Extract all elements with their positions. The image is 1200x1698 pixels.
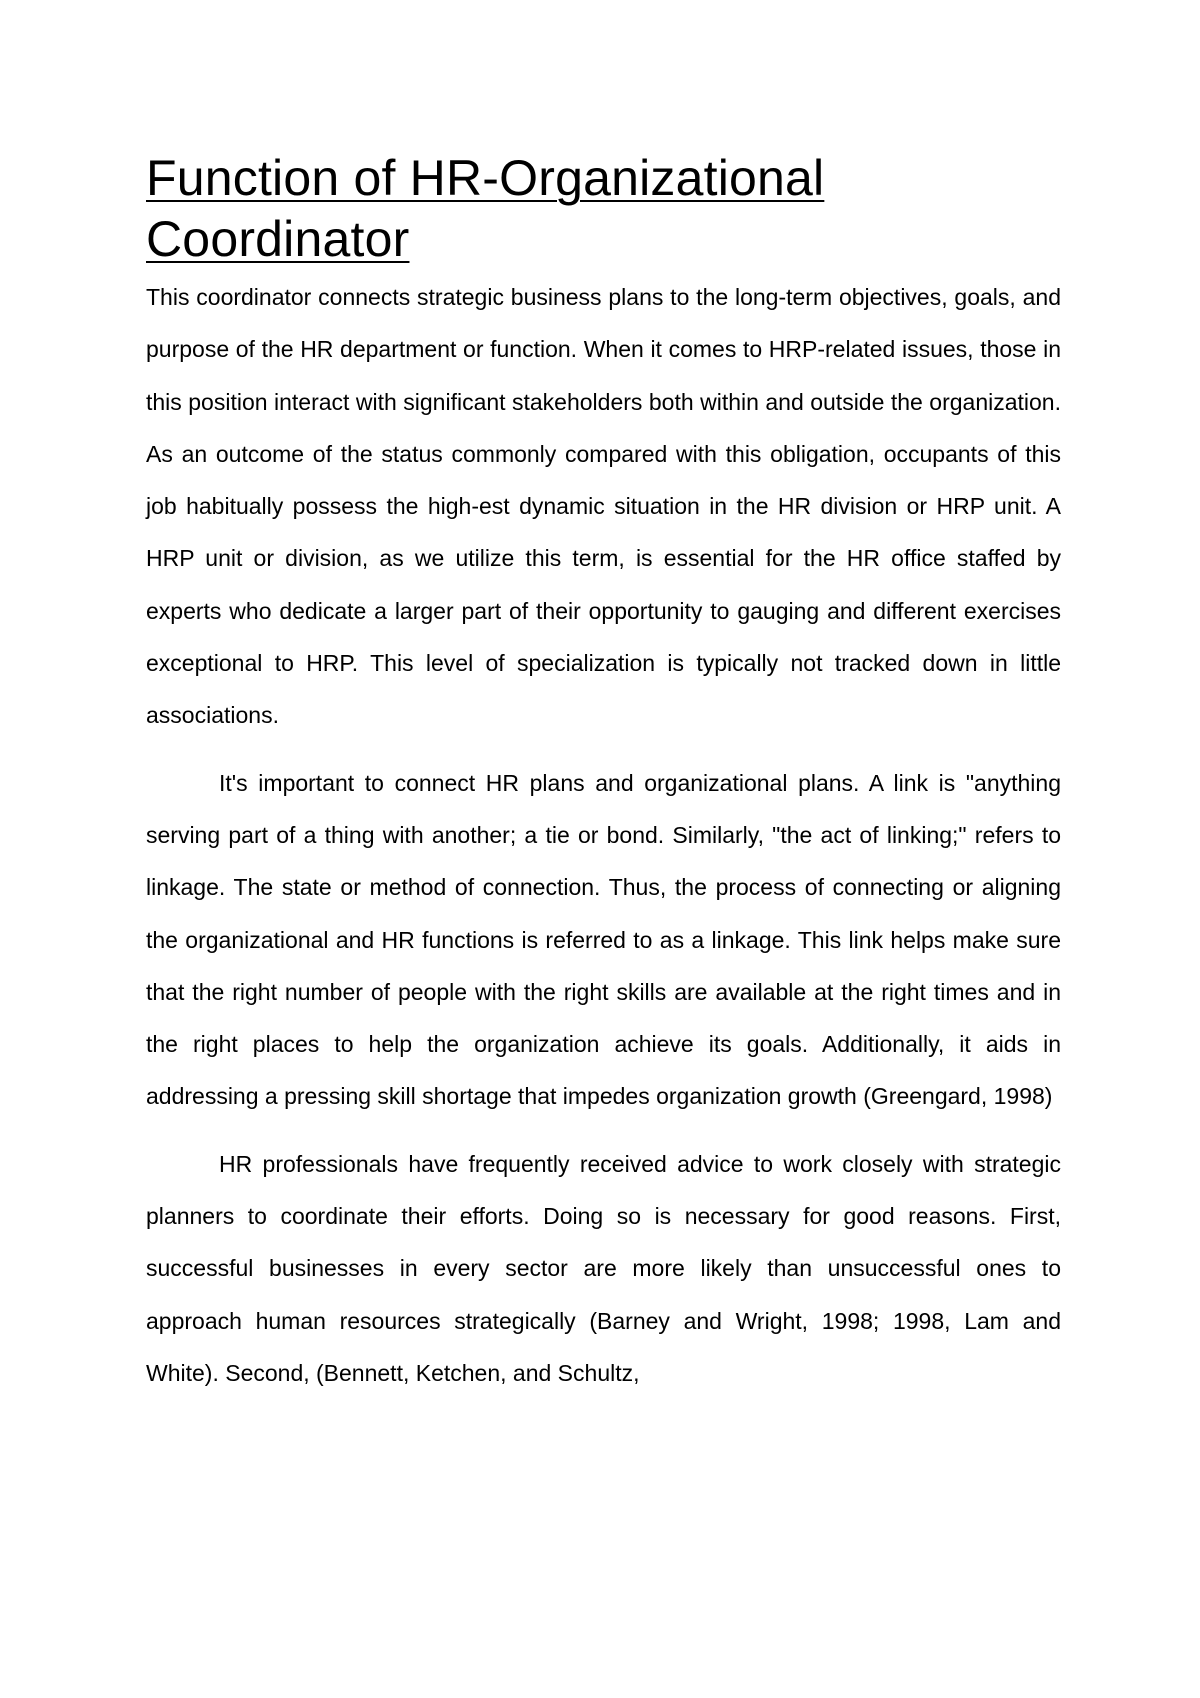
paragraph-linkage: It's important to connect HR plans and organizational plans. A link is "anything serving part of a thing with another; a tie or bond. Similarly, "the act of linking;" refers to linkage. The state or method of connection. Thus, the process of connecting or aligning the organizational and HR functions is referred to as a linkage. This link helps make sure that the right number of people with the right skills are available at the right times and in the right places to help the organization achieve its goals. Additionally, it aids in addressing a pressing skill shortage that impedes organization growth (Greengard, 1998)	[146, 769, 1061, 1110]
paragraph-coordinator-role: This coordinator connects strategic business plans to the long-term objectives, goals, and purpose of the HR department or function. When it comes to HRP-related issues, those in this position interact with significant stakeholders both within and outside the organization. As an outcome of the status commonly compared with this obligation, occupants of this job habitually possess the high-est dynamic situation in the HR division or HRP unit. A HRP unit or division, as we utilize this term, is essential for the HR office staffed by experts who dedicate a larger part of their opportunity to gauging and different exercises exceptional to HRP. This level of specialization is typically not tracked down in little associations.	[146, 284, 1061, 729]
document-title: Function of HR-Organizational Coordinator	[146, 150, 825, 267]
paragraph-strategic-planners: HR professionals have frequently received advice to work closely with strategic planners to coordinate their efforts. Doing so is necessary for good reasons. First, successful businesses in every sector are more likely than unsuccessful ones to approach human resources strategically (Barney and Wright, 1998; 1998, Lam and White). Second, (Bennett, Ketchen, and Schultz,	[146, 1150, 1061, 1386]
document-body	[146, 148, 1061, 1399]
